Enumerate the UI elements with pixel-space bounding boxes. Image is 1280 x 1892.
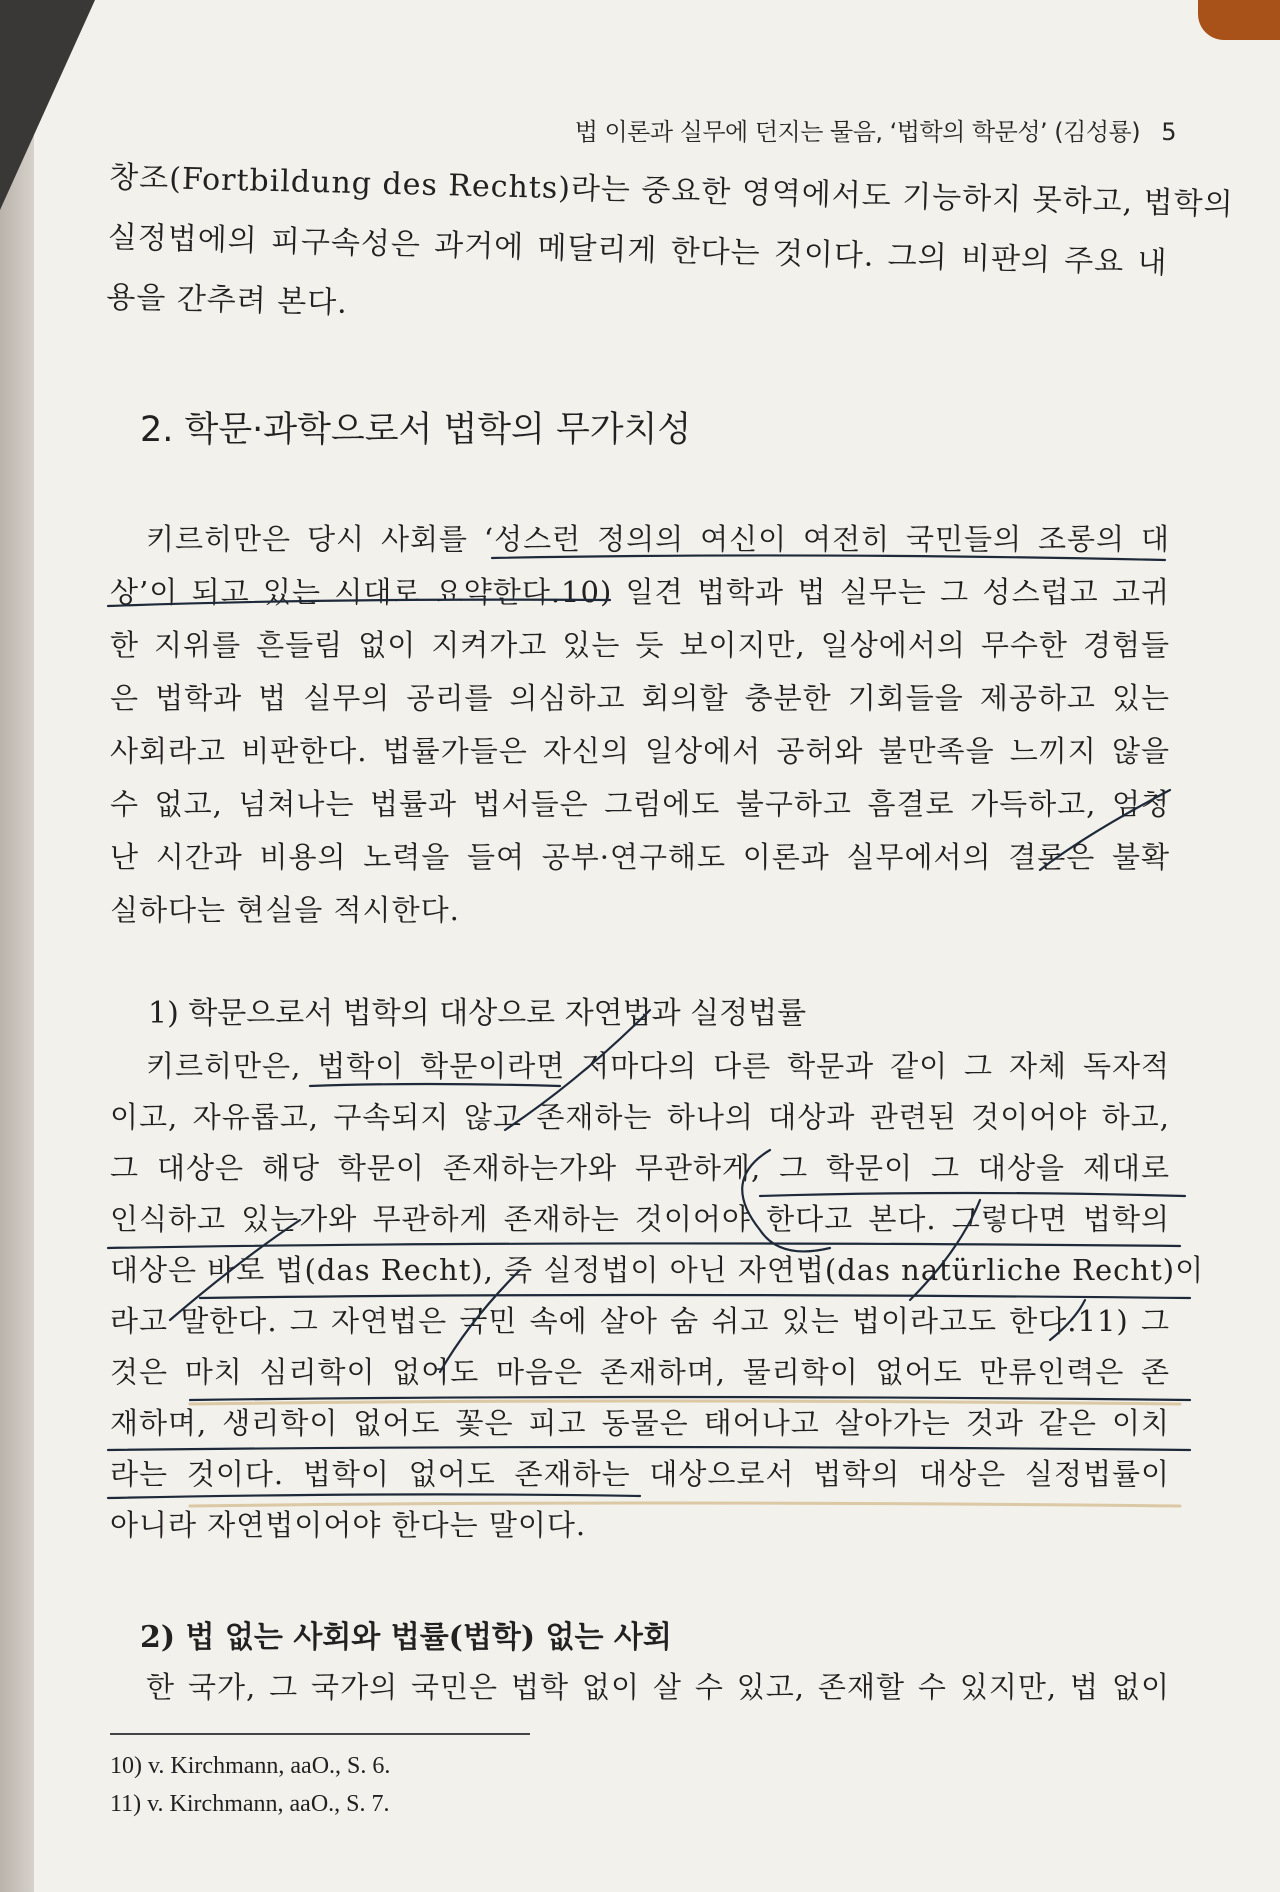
running-head-title: 법 이론과 실무에 던지는 물음, ‘법학의 학문성’ (김성룡) <box>574 118 1141 146</box>
text-line: 수 없고, 넘쳐나는 법률과 법서들은 그럼에도 불구하고 흠결로 가득하고, 엄청 <box>110 787 1170 821</box>
text-line: 키르히만은, 법학이 학문이라면 저마다의 다른 학문과 같이 그 자체 독자적 <box>146 1049 1170 1083</box>
text-line: 이고, 자유롭고, 구속되지 않고 존재하는 하나의 대상과 관련된 것이어야 하고, <box>110 1100 1170 1134</box>
page-edge-shadow <box>0 0 34 1892</box>
text-line: 난 시간과 비용의 노력을 들여 공부·연구해도 이론과 실무에서의 결론은 불확 <box>110 840 1170 874</box>
text-line: 재하며, 생리학이 없어도 꽃은 피고 동물은 태어나고 살아가는 것과 같은 이치 <box>110 1406 1170 1440</box>
subsection-heading: 1) 학문으로서 법학의 대상으로 자연법과 실정법률 <box>148 996 807 1031</box>
text-line: 사회라고 비판한다. 법률가들은 자신의 일상에서 공허와 불만족을 느끼지 않을 <box>110 734 1170 768</box>
text-line: 창조(Fortbildung des Rechts)라는 중요한 영역에서도 기능하지 못하고, 법학의 <box>108 159 1234 223</box>
text-line: 한 지위를 흔들림 없이 지켜가고 있는 듯 보이지만, 일상에서의 무수한 경험들 <box>110 628 1170 662</box>
sub1-paragraph <box>110 1041 1205 1551</box>
corner-shadow <box>0 0 95 210</box>
text-line: 상’이 되고 있는 시대로 요약한다.10) 일견 법학과 법 실무는 그 성스럽고 고귀 <box>110 575 1170 609</box>
page-number: 5 <box>1161 118 1176 146</box>
text-line: 용을 간추려 본다. <box>105 279 349 321</box>
footnote-divider <box>110 1733 530 1735</box>
text-line: 은 법학과 법 실무의 공리를 의심하고 회의할 충분한 기회들을 제공하고 있는 <box>110 681 1170 715</box>
section-heading: 2. 학문·과학으로서 법학의 무가치성 <box>140 410 692 450</box>
text-line: 라는 것이다. 법학이 없어도 존재하는 대상으로서 법학의 대상은 실정법률이 <box>110 1457 1170 1491</box>
text-line: 라고 말한다. 그 자연법은 국민 속에 살아 숨 쉬고 있는 법이라고도 한다.11) 그 <box>110 1304 1170 1338</box>
corner-object <box>1198 0 1280 40</box>
footnote: 10) v. Kirchmann, aaO., S. 6. <box>110 1753 391 1779</box>
text-line: 것은 마치 심리학이 없어도 마음은 존재하며, 물리학이 없어도 만류인력은 존 <box>110 1355 1170 1389</box>
text-line: 그 대상은 해당 학문이 존재하는가와 무관하게, 그 학문이 그 대상을 제대로 <box>110 1151 1170 1185</box>
text-line: 키르히만은 당시 사회를 ‘성스런 정의의 여신이 여전히 국민들의 조롱의 대 <box>146 522 1170 556</box>
text-line: 아니라 자연법이어야 한다는 말이다. <box>110 1508 587 1542</box>
text-line: 실하다는 현실을 적시한다. <box>110 893 460 927</box>
text-line: 인식하고 있는가와 무관하게 존재하는 것이어야 한다고 본다. 그렇다면 법학의 <box>110 1202 1170 1236</box>
footnote: 11) v. Kirchmann, aaO., S. 7. <box>110 1791 390 1817</box>
sub2-paragraph <box>110 1661 1170 1714</box>
footnotes <box>110 1747 390 1823</box>
text-line: 대상은 바로 법(das Recht), 즉 실정법이 아닌 자연법(das natürliche Recht)이 <box>110 1253 1205 1287</box>
subsection-heading: 2) 법 없는 사회와 법률(법학) 없는 사회 <box>140 1620 672 1655</box>
running-head <box>575 112 1176 147</box>
section2-paragraph <box>110 513 1170 937</box>
text-line: 실정법에의 피구속성은 과거에 메달리게 한다는 것이다. 그의 비판의 주요 내 <box>107 219 1168 281</box>
text-line: 한 국가, 그 국가의 국민은 법학 없이 살 수 있고, 존재할 수 있지만, 법 없이 <box>146 1670 1170 1704</box>
intro-paragraph <box>105 148 1234 354</box>
